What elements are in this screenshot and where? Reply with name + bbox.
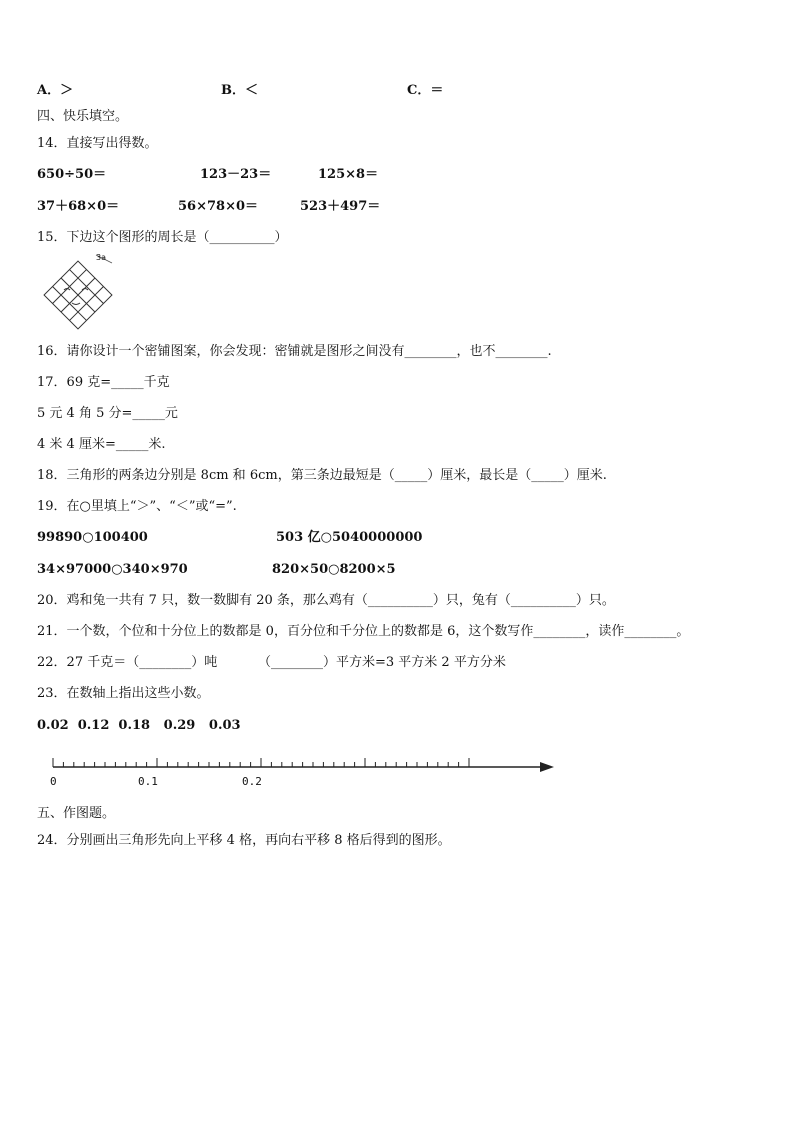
q24-stem: 24．分别画出三角形先向上平移 4 格，再向右平移 8 格后得到的图形。 <box>37 833 451 848</box>
axis-label: 0.2 <box>242 775 262 788</box>
q22-part-b: （________）平方米=3 平方米 2 平方分米 <box>258 655 506 670</box>
q14-item: 123－23＝ <box>200 167 272 182</box>
q16-stem: 16．请你设计一个密铺图案，你会发现：密铺就是图形之间没有________，也不________. <box>37 344 552 359</box>
q14-item: 523＋497＝ <box>300 199 381 214</box>
q19-item: 503 亿○5040000000 <box>276 530 423 545</box>
q23-numbers: 0.02 0.12 0.18 0.29 0.03 <box>37 718 241 733</box>
q18-stem: 18．三角形的两条边分别是 8cm 和 6cm，第三条边最短是（_____）厘米，最长是（_____）厘米. <box>37 468 607 483</box>
q14-item: 37＋68×0＝ <box>37 199 120 214</box>
q19-item: 34×97000○340×970 <box>37 562 188 577</box>
q15-stem: 15．下边这个图形的周长是（__________） <box>37 230 288 245</box>
choice-c: C．＝ <box>407 83 444 98</box>
q17-line-1: 17．69 克=_____千克 <box>37 375 170 390</box>
q14-stem: 14．直接写出得数。 <box>37 136 158 151</box>
number-line <box>40 752 560 792</box>
q14-item: 650÷50＝ <box>37 167 107 182</box>
q19-stem: 19．在○里填上“＞”、“＜”或“=”. <box>37 499 237 514</box>
q19-item: 99890○100400 <box>37 530 148 545</box>
q14-item: 56×78×0＝ <box>178 199 259 214</box>
q17-line-2: 5 元 4 角 5 分=_____元 <box>37 406 178 421</box>
q21-stem: 21．一个数，个位和十分位上的数都是 0，百分位和千分位上的数都是 6，这个数写作________，读作________。 <box>37 624 690 639</box>
section-four-heading: 四、快乐填空。 <box>37 109 129 124</box>
q23-stem: 23．在数轴上指出这些小数。 <box>37 686 210 701</box>
axis-label: 0.1 <box>138 775 158 788</box>
q20-stem: 20．鸡和兔一共有 7 只，数一数脚有 20 条，那么鸡有（__________）只，兔有（__________）只。 <box>37 593 615 608</box>
q17-line-3: 4 米 4 厘米=_____米. <box>37 437 166 452</box>
q22-part-a: 22．27 千克＝（________）吨 <box>37 655 218 670</box>
choice-b: B．＜ <box>221 83 258 98</box>
section-five-heading: 五、作图题。 <box>37 806 116 821</box>
q15-grid-figure <box>36 253 116 337</box>
choice-a: A．＞ <box>37 83 74 98</box>
q14-item: 125×8＝ <box>318 167 379 182</box>
axis-label: 0 <box>50 775 57 788</box>
q19-item: 820×50○8200×5 <box>272 562 396 577</box>
q15-figure-label: 3a <box>96 253 106 262</box>
